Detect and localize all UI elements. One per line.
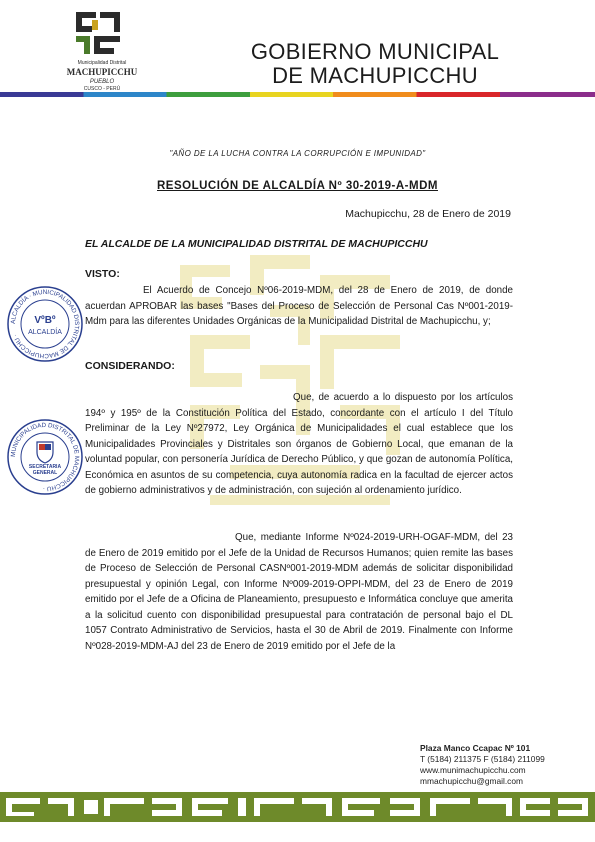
contact-phones: T (5184) 211375 F (5184) 211099 — [420, 754, 545, 764]
considerando-paragraph-1: Que, de acuerdo a lo dispuesto por los artículos 194º y 195º de la Constitución Política del Estado, concordante con el artículo I del Título Preliminar de la Ley Nº27972, Ley Orgánica de Municipalidades el cual establece que los Municipalidades Provinciales y Distritales son órganos de Gobierno Local, que emanan de la voluntad popular, con personería Jurídica de Derecho Público, y que gozan de autonomía Política, Económica en asuntos de su competencia, cuya autonomía radica en la facultad de ejercer actos de gobierno administrativos y de administración, con sujeción al ordenamiento jurídico. — [85, 392, 513, 496]
municipal-logo — [62, 8, 142, 100]
logo-line-2: MACHUPICCHU — [66, 67, 138, 77]
contact-address: Plaza Manco Ccapac Nº 101 — [420, 743, 531, 753]
considerando-label: CONSIDERANDO: — [85, 360, 175, 372]
inca-glyph-icon — [70, 8, 126, 58]
stamp2-center: SECRETARIA GENERAL — [28, 464, 62, 476]
stamp1-center-bottom: ALCALDÍA — [28, 329, 62, 336]
footer-inca-band — [0, 792, 595, 822]
secretaria-stamp — [6, 418, 84, 496]
authority-heading: EL ALCALDE DE LA MUNICIPALIDAD DISTRITAL DE MACHUPICCHU — [85, 238, 428, 250]
contact-email: mmachupicchu@gmail.com — [420, 776, 523, 786]
logo-line-4: CUSCO - PERÚ — [83, 86, 121, 92]
svg-text:MUNICIPALIDAD DISTRITAL DE MAC — [10, 422, 80, 492]
stamp1-center-top: VºBº — [34, 315, 56, 326]
considerando-paragraph-2: Que, mediante Informe Nº024-2019-URH-OGAF-MDM, del 23 de Enero de 2019 emitido por el Jefe de la Unidad de Recursos Humanos; quien remite las bases de Proceso de Selección de Personal CASNº001-2019-MDM además de solicitar disponibilidad presupuestal y opinión Legal, con Informe Nº009-2019-OPPI-MDM, del 23 de Enero de 2019 emitido por el Jefe de a Oficina de Planeamiento, presupuesto e Informática concluye que amerita a la solicitud cuento con disponibilidad presupuestal para contratación de personal bajo el DL 1057 Contrato Administrativo de Servicios, hasta el 30 de Abril de 2019. Finalmente con Informe Nº028-2019-MDM-AJ del 23 de Enero de 2019 emitido por el Jefe de la — [85, 532, 513, 652]
visto-label: VISTO: — [85, 268, 120, 280]
logo-line-1: Municipalidad Distrital — [77, 60, 127, 66]
date-line: Machupicchu, 28 de Enero de 2019 — [345, 208, 511, 220]
alcaldia-stamp — [6, 285, 84, 363]
coat-of-arms-icon — [37, 442, 53, 463]
logo-line-3: PUEBLO — [89, 79, 115, 85]
contact-web: www.munimachupicchu.com — [420, 765, 526, 775]
stamp2-ring-text: MUNICIPALIDAD DISTRITAL DE MACHUPICCHU · — [9, 421, 81, 493]
stamp1-ring-text: ALCALDÍA · MUNICIPALIDAD DISTRITAL DE MACHUPICCHU · — [9, 288, 81, 360]
government-title-line-1: GOBIERNO MUNICIPAL — [250, 39, 500, 64]
rainbow-stripe — [0, 92, 595, 97]
government-title-line-2: DE MACHUPICCHU — [272, 63, 478, 88]
visto-paragraph: El Acuerdo de Concejo Nº06-2019-MDM, del 28 de Enero de 2019, de donde acuerdan APROBAR las bases "Bases del Proceso de Selección de Personal Cas Nº001-2019-Mdm para las diferentes Unidades Orgánicas de la Municipalidad Distrital de Machupicchu, y; — [85, 285, 513, 327]
contact-block — [420, 743, 545, 787]
resolution-title: RESOLUCIÓN DE ALCALDÍA Nº 30-2019-A-MDM — [157, 180, 438, 192]
year-motto: "AÑO DE LA LUCHA CONTRA LA CORRUPCIÓN E IMPUNIDAD" — [169, 149, 426, 158]
